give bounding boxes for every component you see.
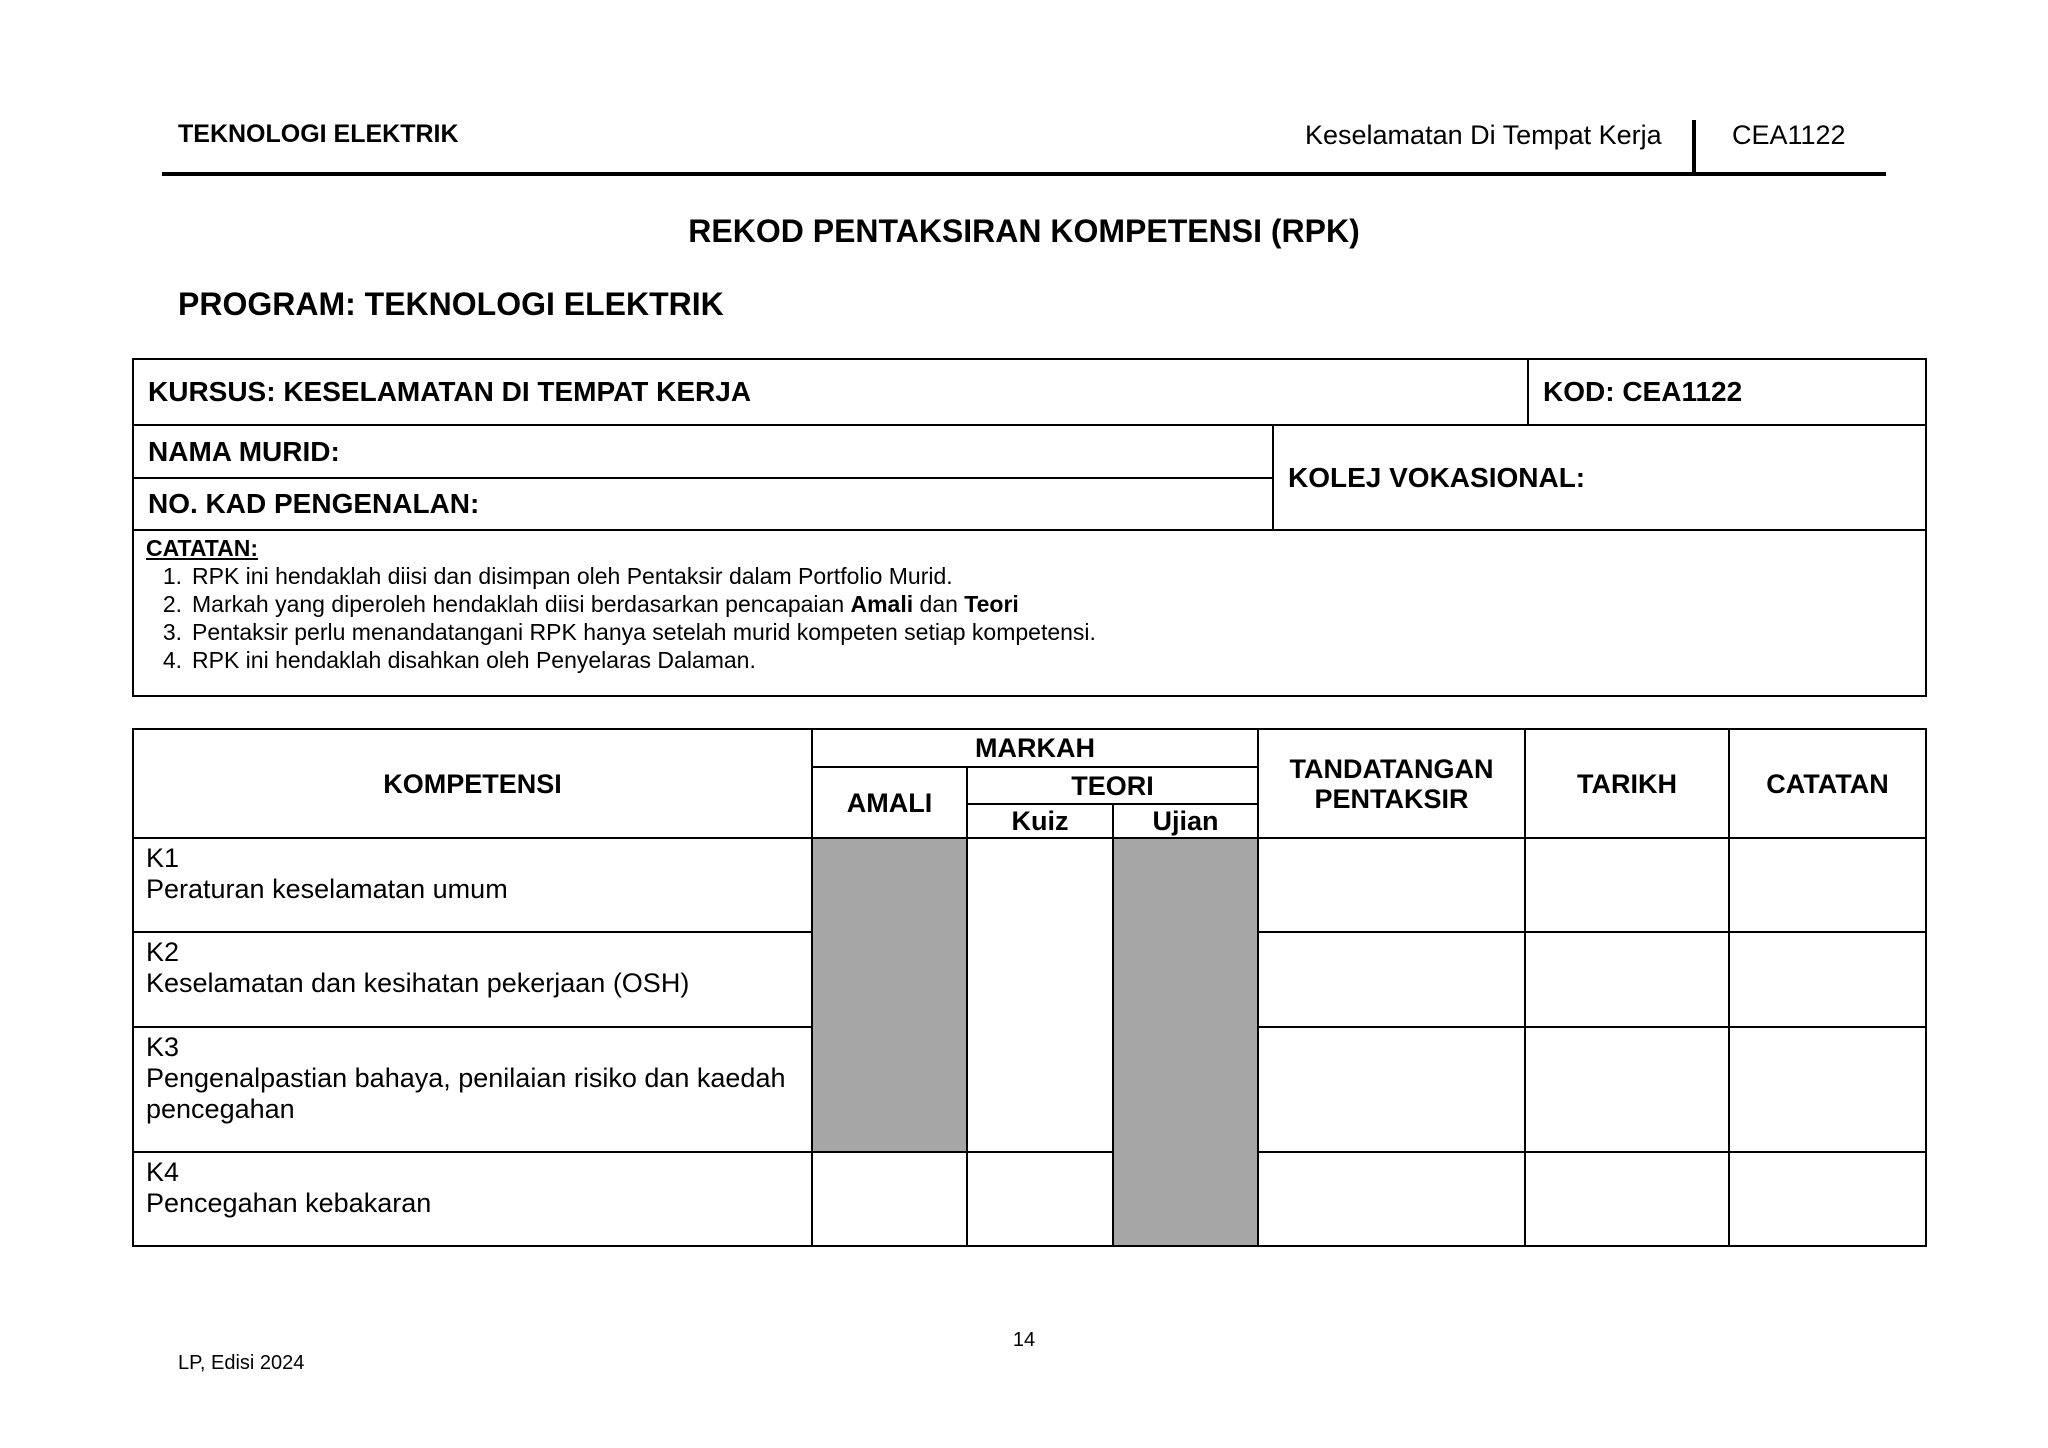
header-subject: Keselamatan Di Tempat Kerja xyxy=(1305,120,1662,150)
competency-code: K1 xyxy=(146,843,180,873)
table-row xyxy=(133,1152,1926,1246)
table-row xyxy=(133,838,1926,932)
header-ujian: Ujian xyxy=(1113,804,1258,838)
header-divider xyxy=(1692,120,1696,174)
signature-cell[interactable] xyxy=(1258,838,1525,932)
signature-cell[interactable] xyxy=(1258,1027,1525,1152)
date-cell[interactable] xyxy=(1525,1027,1729,1152)
competency-title: Peraturan keselamatan umum xyxy=(146,874,508,904)
remarks-cell[interactable] xyxy=(1729,932,1926,1027)
amali-mark-cell[interactable] xyxy=(812,1152,967,1246)
ujian-shaded-cell xyxy=(1113,838,1258,1246)
header-tandatangan: TANDATANGAN PENTAKSIR xyxy=(1258,729,1525,838)
college-field[interactable]: KOLEJ VOKASIONAL: xyxy=(1273,425,1926,530)
header-kuiz: Kuiz xyxy=(967,804,1113,838)
header-catatan: CATATAN xyxy=(1729,729,1926,838)
competency-code: K2 xyxy=(146,937,180,967)
competency-title: Pengenalpastian bahaya, penilaian risiko dan kaedah pencegahan xyxy=(146,1063,786,1124)
note-item: 1. RPK ini hendaklah diisi dan disimpan oleh Pentaksir dalam Portfolio Murid. xyxy=(162,563,953,589)
kuiz-mark-cell[interactable] xyxy=(967,838,1113,1152)
program-heading: PROGRAM: TEKNOLOGI ELEKTRIK xyxy=(178,286,724,322)
course-info-table xyxy=(132,358,1927,697)
student-name-field[interactable]: NAMA MURID: xyxy=(133,425,1273,478)
header-kompetensi: KOMPETENSI xyxy=(133,729,812,838)
note-item: 4. RPK ini hendaklah disahkan oleh Penyelaras Dalaman. xyxy=(162,647,756,673)
course-code-cell: KOD: CEA1122 xyxy=(1528,359,1926,425)
notes-heading: CATATAN: xyxy=(146,535,258,561)
document-title: REKOD PENTAKSIRAN KOMPETENSI (RPK) xyxy=(688,213,1360,249)
id-number-field[interactable]: NO. KAD PENGENALAN: xyxy=(133,478,1273,530)
competency-table xyxy=(132,728,1927,1247)
header-markah: MARKAH xyxy=(812,729,1258,767)
competency-cell xyxy=(133,932,812,1027)
kuiz-mark-cell[interactable] xyxy=(967,1152,1113,1246)
page-number: 14 xyxy=(1012,1329,1036,1351)
header-tarikh: TARIKH xyxy=(1525,729,1729,838)
competency-cell xyxy=(133,1152,812,1246)
signature-cell[interactable] xyxy=(1258,932,1525,1027)
competency-code: K4 xyxy=(146,1157,180,1187)
remarks-cell[interactable] xyxy=(1729,1152,1926,1246)
header-program-title: TEKNOLOGI ELEKTRIK xyxy=(178,120,459,148)
note-item: 2. Markah yang diperoleh hendaklah diisi berdasarkan pencapaian Amali dan Teori xyxy=(162,591,1019,617)
course-name-cell: KURSUS: KESELAMATAN DI TEMPAT KERJA xyxy=(133,359,1528,425)
header-amali: AMALI xyxy=(812,767,967,838)
competency-code: K3 xyxy=(146,1032,180,1062)
amali-shaded-cell xyxy=(812,838,967,1152)
date-cell[interactable] xyxy=(1525,1152,1729,1246)
header-course-code: CEA1122 xyxy=(1732,120,1846,150)
edition-footer: LP, Edisi 2024 xyxy=(178,1352,305,1374)
competency-title: Pencegahan kebakaran xyxy=(146,1188,432,1218)
remarks-cell[interactable] xyxy=(1729,838,1926,932)
competency-cell xyxy=(133,838,812,932)
date-cell[interactable] xyxy=(1525,838,1729,932)
date-cell[interactable] xyxy=(1525,932,1729,1027)
header-teori: TEORI xyxy=(967,767,1258,804)
notes-cell xyxy=(133,530,1926,696)
notes-list xyxy=(146,562,1915,674)
note-item: 3. Pentaksir perlu menandatangani RPK hanya setelah murid kompeten setiap kompetensi. xyxy=(162,619,1096,645)
competency-title: Keselamatan dan kesihatan pekerjaan (OSH) xyxy=(146,968,690,998)
competency-cell xyxy=(133,1027,812,1152)
header-rule xyxy=(162,172,1886,176)
signature-cell[interactable] xyxy=(1258,1152,1525,1246)
remarks-cell[interactable] xyxy=(1729,1027,1926,1152)
